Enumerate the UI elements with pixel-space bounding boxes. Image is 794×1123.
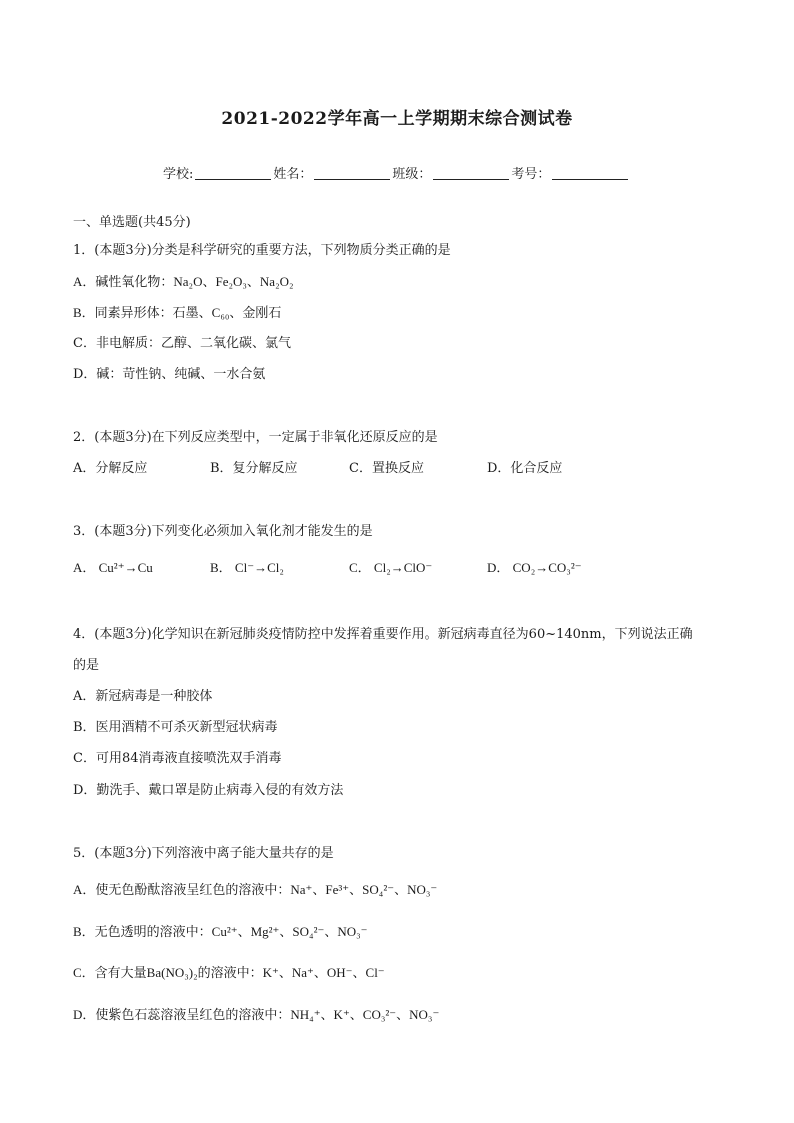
- question-4-option-d: D．勤洗手、戴口罩是防止病毒入侵的有效方法: [73, 783, 344, 798]
- question-4-stem-line2: 的是: [73, 658, 100, 673]
- question-1-option-b: B．同素异形体：石墨、C₆₀、金刚石: [73, 305, 282, 320]
- question-2-stem: 2．(本题3分)在下列反应类型中，一定属于非氧化还原反应的是: [73, 430, 438, 445]
- question-5-option-c: C．含有大量Ba(NO₃)₂的溶液中：K⁺、Na⁺、OH⁻、Cl⁻: [73, 965, 385, 980]
- number-label: 考号：: [511, 167, 551, 182]
- student-info-row: [163, 163, 630, 182]
- question-3-option-c: C． Cl₂→ClO⁻: [349, 560, 433, 575]
- question-5-option-d: D．使紫色石蕊溶液呈红色的溶液中：NH₄⁺、K⁺、CO₃²⁻、NO₃⁻: [73, 1007, 440, 1022]
- question-5-option-a: A．使无色酚酞溶液呈红色的溶液中：Na⁺、Fe³⁺、SO₄²⁻、NO₃⁻: [73, 882, 438, 897]
- question-2-option-d: D．化合反应: [487, 461, 563, 476]
- question-1-stem: 1．(本题3分)分类是科学研究的重要方法，下列物质分类正确的是: [73, 243, 451, 258]
- section-heading: 一、单选题(共45分): [73, 215, 191, 230]
- class-blank: [433, 179, 509, 180]
- question-2-option-a: A．分解反应: [73, 461, 148, 476]
- question-1-option-a: A．碱性氧化物：Na₂O、Fe₂O₃、Na₂O₂: [73, 274, 294, 289]
- question-5-option-b: B．无色透明的溶液中：Cu²⁺、Mg²⁺、SO₄²⁻、NO₃⁻: [73, 924, 368, 939]
- question-1-option-c: C．非电解质：乙醇、二氧化碳、氯气: [73, 336, 291, 351]
- question-2-option-b: B．复分解反应: [210, 461, 298, 476]
- question-4-stem-line1: 4．(本题3分)化学知识在新冠肺炎疫情防控中发挥着重要作用。新冠病毒直径为60~140nm，下列说法正确: [73, 627, 693, 642]
- number-blank: [552, 179, 628, 180]
- name-label: 姓名：: [273, 167, 313, 182]
- question-3-option-b: B． Cl⁻→Cl₂: [210, 560, 284, 575]
- school-label: 学校:: [163, 167, 194, 182]
- question-3-stem: 3．(本题3分)下列变化必须加入氧化剂才能发生的是: [73, 524, 373, 539]
- school-blank: [195, 179, 271, 180]
- question-4-option-a: A．新冠病毒是一种胶体: [73, 689, 213, 704]
- question-3-option-d: D． CO₂→CO₃²⁻: [487, 560, 582, 575]
- page-title: 2021-2022学年高一上学期期末综合测试卷: [221, 109, 573, 129]
- question-3-option-a: A． Cu²⁺→Cu: [73, 560, 153, 575]
- question-2-option-c: C．置换反应: [349, 461, 424, 476]
- question-4-option-b: B．医用酒精不可杀灭新型冠状病毒: [73, 720, 278, 735]
- class-label: 班级：: [392, 167, 432, 182]
- question-5-stem: 5．(本题3分)下列溶液中离子能大量共存的是: [73, 846, 334, 861]
- question-4-option-c: C．可用84消毒液直接喷洗双手消毒: [73, 751, 282, 766]
- name-blank: [314, 179, 390, 180]
- question-1-option-d: D．碱：苛性钠、纯碱、一水合氨: [73, 367, 266, 382]
